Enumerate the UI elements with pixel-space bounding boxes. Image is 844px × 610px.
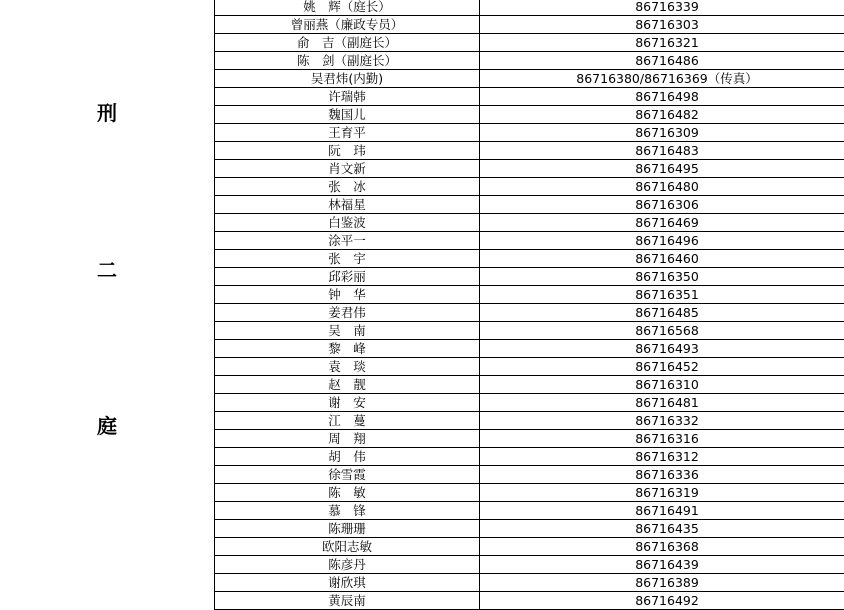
phone-cell[interactable]: 86716389 [635, 575, 699, 590]
department-char: 刑 [97, 101, 117, 125]
phone-cell[interactable]: 86716568 [635, 323, 699, 338]
table-row [214, 322, 844, 340]
name-cell[interactable]: 王育平 [214, 124, 480, 141]
table-row [214, 196, 844, 214]
phone-cell[interactable]: 86716319 [635, 485, 699, 500]
name-cell[interactable]: 黎 峰 [214, 340, 480, 357]
phone-cell[interactable]: 86716350 [635, 269, 699, 284]
department-char: 庭 [97, 414, 117, 438]
name-cell[interactable]: 赵 靓 [214, 376, 480, 393]
name-cell[interactable]: 钟 华 [214, 286, 480, 303]
table-row [214, 358, 844, 376]
phone-cell[interactable]: 86716483 [635, 143, 699, 158]
phone-cell[interactable]: 86716495 [635, 161, 699, 176]
name-cell[interactable]: 陈彦丹 [214, 556, 480, 573]
table-row [214, 214, 844, 232]
name-cell[interactable]: 徐雪霞 [214, 466, 480, 483]
table-row [214, 394, 844, 412]
table-row [214, 16, 844, 34]
name-cell[interactable]: 张 宇 [214, 250, 480, 267]
phone-cell[interactable]: 86716332 [635, 413, 699, 428]
department-char: 二 [97, 258, 117, 282]
phone-cell[interactable]: 86716339 [635, 0, 699, 14]
table-row [214, 0, 844, 16]
name-cell[interactable]: 姚 辉（庭长） [214, 0, 480, 15]
phone-cell[interactable]: 86716452 [635, 359, 699, 374]
name-cell[interactable]: 俞 吉（副庭长） [214, 34, 480, 51]
table-row [214, 430, 844, 448]
phone-cell[interactable]: 86716321 [635, 35, 699, 50]
name-cell[interactable]: 陈珊珊 [214, 520, 480, 537]
table-row [214, 484, 844, 502]
table-row [214, 340, 844, 358]
name-cell[interactable]: 涂平一 [214, 232, 480, 249]
name-cell[interactable]: 吴君炜(内勤) [214, 70, 480, 87]
table-row [214, 592, 844, 610]
table-row [214, 142, 844, 160]
table-row [214, 466, 844, 484]
name-cell[interactable]: 姜君伟 [214, 304, 480, 321]
name-cell[interactable]: 袁 琰 [214, 358, 480, 375]
table-row [214, 250, 844, 268]
table-row [214, 268, 844, 286]
name-cell[interactable]: 魏国儿 [214, 106, 480, 123]
phone-cell[interactable]: 86716351 [635, 287, 699, 302]
table-row [214, 448, 844, 466]
table-row [214, 106, 844, 124]
name-cell[interactable]: 阮 玮 [214, 142, 480, 159]
name-cell[interactable]: 吴 南 [214, 322, 480, 339]
phone-cell[interactable]: 86716435 [635, 521, 699, 536]
phone-cell[interactable]: 86716486 [635, 53, 699, 68]
name-cell[interactable]: 许瑞韩 [214, 88, 480, 105]
phone-cell[interactable]: 86716481 [635, 395, 699, 410]
name-cell[interactable]: 江 蔓 [214, 412, 480, 429]
name-cell[interactable]: 邱彩丽 [214, 268, 480, 285]
table-row [214, 232, 844, 250]
phone-cell[interactable]: 86716312 [635, 449, 699, 464]
table-row [214, 304, 844, 322]
table-row [214, 574, 844, 592]
directory-table [214, 0, 844, 610]
table-row [214, 88, 844, 106]
phone-cell[interactable]: 86716380/86716369（传真） [576, 71, 758, 86]
name-cell[interactable]: 陈 剑（副庭长） [214, 52, 480, 69]
name-cell[interactable]: 欧阳志敏 [214, 538, 480, 555]
phone-cell[interactable]: 86716492 [635, 593, 699, 608]
department-label [0, 0, 214, 605]
table-row [214, 160, 844, 178]
table-row [214, 502, 844, 520]
phone-cell[interactable]: 86716496 [635, 233, 699, 248]
table-row [214, 538, 844, 556]
table-row [214, 520, 844, 538]
phone-cell[interactable]: 86716439 [635, 557, 699, 572]
phone-cell[interactable]: 86716460 [635, 251, 699, 266]
table-row [214, 70, 844, 88]
name-cell[interactable]: 张 冰 [214, 178, 480, 195]
name-cell[interactable]: 陈 敏 [214, 484, 480, 501]
name-cell[interactable]: 黄辰南 [214, 592, 480, 609]
table-row [214, 412, 844, 430]
phone-cell[interactable]: 86716493 [635, 341, 699, 356]
name-cell[interactable]: 谢 安 [214, 394, 480, 411]
phone-cell[interactable]: 86716480 [635, 179, 699, 194]
phone-cell[interactable]: 86716469 [635, 215, 699, 230]
phone-cell[interactable]: 86716306 [635, 197, 699, 212]
table-row [214, 376, 844, 394]
name-cell[interactable]: 慕 锋 [214, 502, 480, 519]
table-row [214, 286, 844, 304]
name-cell[interactable]: 白鉴波 [214, 214, 480, 231]
table-row [214, 124, 844, 142]
phone-cell[interactable]: 86716491 [635, 503, 699, 518]
name-cell[interactable]: 林福星 [214, 196, 480, 213]
name-cell[interactable]: 肖文新 [214, 160, 480, 177]
phone-cell[interactable]: 86716498 [635, 89, 699, 104]
name-cell[interactable]: 周 翔 [214, 430, 480, 447]
table-row [214, 52, 844, 70]
phone-cell[interactable]: 86716482 [635, 107, 699, 122]
phone-cell[interactable]: 86716336 [635, 467, 699, 482]
table-row [214, 178, 844, 196]
phone-cell[interactable]: 86716303 [635, 17, 699, 32]
name-cell[interactable]: 曾丽燕（廉政专员） [214, 16, 480, 33]
table-row [214, 556, 844, 574]
phone-cell[interactable]: 86716316 [635, 431, 699, 446]
phone-cell[interactable]: 86716368 [635, 539, 699, 554]
phone-cell[interactable]: 86716309 [635, 125, 699, 140]
phone-cell[interactable]: 86716310 [635, 377, 699, 392]
name-cell[interactable]: 谢欣琪 [214, 574, 480, 591]
name-cell[interactable]: 胡 伟 [214, 448, 480, 465]
phone-cell[interactable]: 86716485 [635, 305, 699, 320]
table-row [214, 34, 844, 52]
